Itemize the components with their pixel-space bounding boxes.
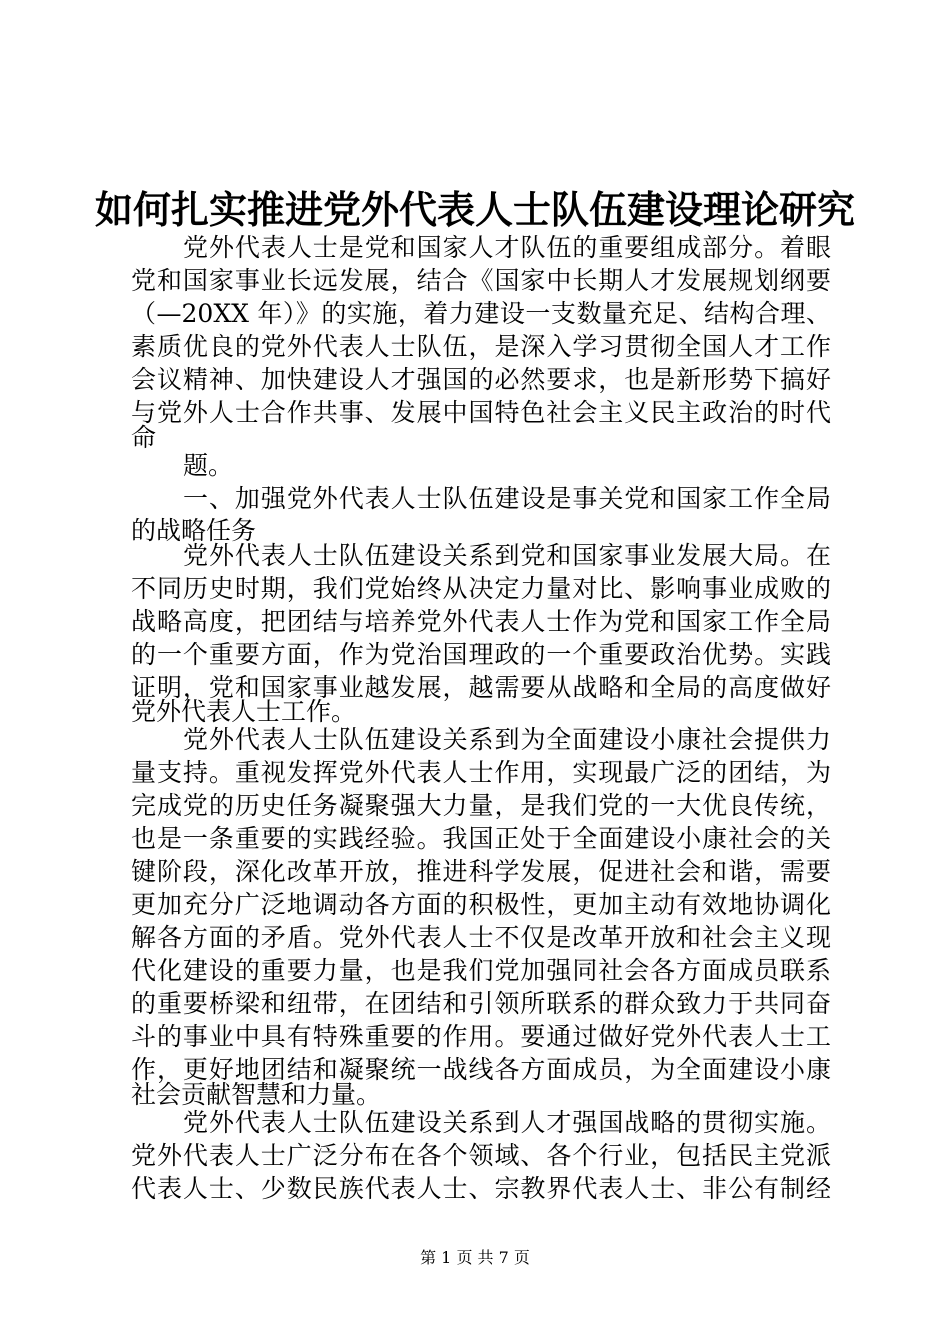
paragraph-line: 代化建设的重要力量，也是我们党加强同社会各方面成员联系 xyxy=(131,956,831,985)
paragraph-line: 也是一条重要的实践经验。我国正处于全面建设小康社会的关 xyxy=(131,824,831,853)
paragraph-line: 党和国家事业长远发展，结合《国家中长期人才发展规划纲要 xyxy=(131,266,831,295)
paragraph-line: 会议精神、加快建设人才强国的必然要求，也是新形势下搞好 xyxy=(131,365,831,394)
paragraph-line: 键阶段，深化改革开放，推进科学发展，促进社会和谐，需要 xyxy=(131,857,831,886)
paragraph-line: 党外代表人士工作。 xyxy=(131,697,357,726)
paragraph-line: 证明，党和国家事业越发展，越需要从战略和全局的高度做好 xyxy=(131,673,831,702)
paragraph-line: 作，更好地团结和凝聚统一战线各方面成员，为全面建设小康 xyxy=(131,1055,831,1084)
paragraph-line: 代表人士、少数民族代表人士、宗教界代表人士、非公有制经 xyxy=(131,1174,831,1203)
paragraph-line: 的重要桥梁和纽带，在团结和引领所联系的群众致力于共同奋 xyxy=(131,989,831,1018)
section-heading-line: 的战略任务 xyxy=(131,516,257,545)
paragraph-line: 社会贡献智慧和力量。 xyxy=(131,1080,382,1109)
paragraph-line: 量支持。重视发挥党外代表人士作用，实现最广泛的团结，为 xyxy=(131,758,831,787)
page-number-footer: 第 1 页 共 7 页 xyxy=(420,1248,530,1267)
paragraph-line: （—20XX 年）》的实施，着力建设一支数量充足、结构合理、 xyxy=(131,299,831,328)
paragraph-line: 题。 xyxy=(183,451,234,480)
paragraph-line: 党外代表人士广泛分布在各个领域、各个行业，包括民主党派 xyxy=(131,1141,831,1170)
paragraph-line: 党外代表人士队伍建设关系到人才强国战略的贯彻实施。 xyxy=(183,1108,831,1137)
paragraph-line: 的一个重要方面，作为党治国理政的一个重要政治优势。实践 xyxy=(131,640,831,669)
paragraph-line: 不同历史时期，我们党始终从决定力量对比、影响事业成败的 xyxy=(131,574,831,603)
paragraph-line: 素质优良的党外代表人士队伍，是深入学习贯彻全国人才工作 xyxy=(131,332,831,361)
paragraph-line: 党外代表人士队伍建设关系到为全面建设小康社会提供力 xyxy=(183,725,831,754)
paragraph-line: 解各方面的矛盾。党外代表人士不仅是改革开放和社会主义现 xyxy=(131,923,831,952)
paragraph-line: 命 xyxy=(131,423,157,452)
paragraph-line: 党外代表人士是党和国家人才队伍的重要组成部分。着眼 xyxy=(183,233,831,262)
paragraph-line: 斗的事业中具有特殊重要的作用。要通过做好党外代表人士工 xyxy=(131,1022,831,1051)
paragraph-line: 更加充分广泛地调动各方面的积极性，更加主动有效地协调化 xyxy=(131,890,831,919)
paragraph-line: 战略高度，把团结与培养党外代表人士作为党和国家工作全局 xyxy=(131,607,831,636)
paragraph-line: 与党外人士合作共事、发展中国特色社会主义民主政治的时代 xyxy=(131,398,831,427)
paragraph-line: 完成党的历史任务凝聚强大力量，是我们党的一大优良传统， xyxy=(131,791,831,820)
paragraph-line: 党外代表人士队伍建设关系到党和国家事业发展大局。在 xyxy=(183,541,831,570)
section-heading-line: 一、加强党外代表人士队伍建设是事关党和国家工作全局 xyxy=(183,484,831,513)
document-title: 如何扎实推进党外代表人士队伍建设理论研究 xyxy=(94,187,855,232)
